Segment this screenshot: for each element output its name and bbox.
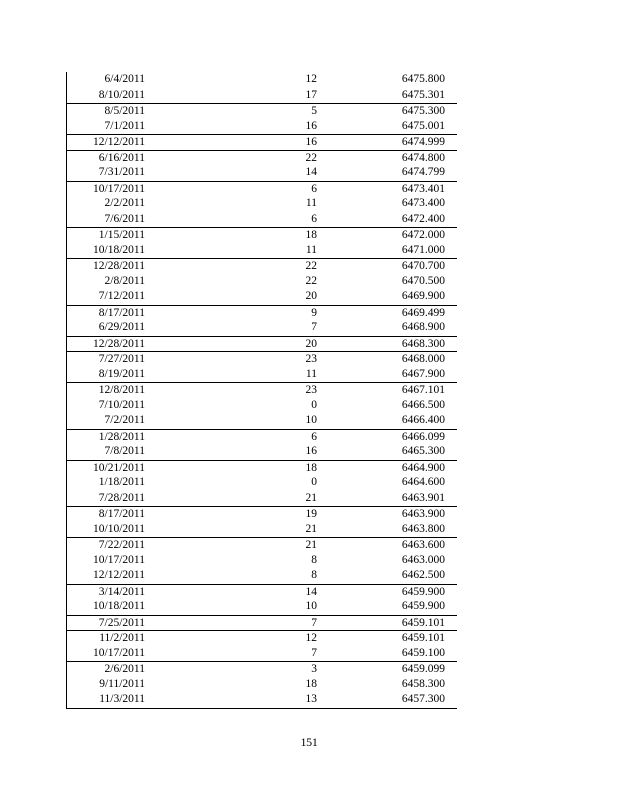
date-cell: 12/28/2011 [93, 260, 145, 272]
table-row [67, 615, 457, 631]
value-cell: 6457.300 [401, 693, 445, 705]
date-cell: 12/8/2011 [98, 384, 145, 396]
value-cell: 6468.300 [401, 337, 445, 350]
date-cell: 11/2/2011 [99, 632, 145, 644]
table-row [67, 444, 457, 460]
value-cell: 6459.900 [401, 585, 445, 598]
value-cell: 6466.400 [401, 414, 445, 426]
date-cell: 11/3/2011 [99, 693, 145, 705]
value-cell: 6466.500 [401, 398, 445, 411]
table-row [67, 274, 457, 290]
count-cell: 6 [311, 212, 317, 225]
date-cell: 1/15/2011 [98, 229, 145, 241]
table-row [67, 677, 457, 693]
date-cell: 6/29/2011 [98, 321, 145, 333]
value-cell: 6459.100 [401, 646, 445, 659]
table-row [67, 258, 457, 274]
date-cell: 7/31/2011 [98, 166, 145, 178]
count-cell: 3 [311, 663, 317, 675]
count-cell: 7 [311, 321, 317, 333]
value-cell: 6467.101 [401, 384, 445, 396]
date-cell: 12/12/2011 [93, 569, 145, 581]
value-cell: 6466.099 [401, 430, 445, 443]
table-row [67, 506, 457, 522]
date-cell: 10/10/2011 [93, 522, 145, 535]
count-cell: 6 [311, 430, 317, 443]
date-cell: 8/17/2011 [98, 306, 145, 319]
value-cell: 6464.600 [401, 476, 445, 488]
count-cell: 18 [305, 677, 317, 690]
date-cell: 7/1/2011 [104, 119, 145, 132]
value-cell: 6470.700 [401, 260, 445, 272]
value-cell: 6468.900 [401, 321, 445, 333]
count-cell: 11 [305, 367, 317, 380]
table-row [67, 460, 457, 476]
date-cell: 7/27/2011 [98, 353, 145, 365]
date-cell: 1/18/2011 [98, 476, 145, 488]
table-row [67, 367, 457, 383]
table-row [67, 661, 457, 677]
count-cell: 10 [305, 414, 317, 426]
date-cell: 7/2/2011 [104, 414, 145, 426]
value-cell: 6464.900 [401, 461, 445, 474]
table-row [67, 165, 457, 181]
date-cell: 10/17/2011 [93, 646, 145, 659]
value-cell: 6467.900 [401, 367, 445, 380]
value-cell: 6474.999 [401, 136, 445, 148]
date-cell: 10/17/2011 [93, 182, 145, 195]
date-cell: 7/25/2011 [98, 616, 145, 629]
value-cell: 6475.300 [401, 105, 445, 117]
table-row [67, 630, 457, 646]
table-row [67, 320, 457, 336]
date-cell: 10/18/2011 [93, 600, 145, 612]
count-cell: 8 [311, 569, 317, 581]
date-cell: 3/14/2011 [98, 585, 145, 598]
value-cell: 6475.301 [401, 88, 445, 101]
count-cell: 16 [305, 119, 317, 132]
table-row [67, 212, 457, 228]
table-row [67, 491, 457, 507]
count-cell: 5 [311, 105, 317, 117]
value-cell: 6459.900 [401, 600, 445, 612]
count-cell: 19 [305, 508, 317, 520]
table-row [67, 88, 457, 104]
date-cell: 6/4/2011 [104, 73, 145, 85]
table-row [67, 289, 457, 305]
count-cell: 18 [305, 461, 317, 474]
date-cell: 6/16/2011 [98, 151, 145, 164]
table-row [67, 522, 457, 538]
table-row [67, 692, 457, 709]
date-cell: 7/8/2011 [104, 445, 145, 457]
value-cell: 6474.799 [401, 166, 445, 178]
date-cell: 1/28/2011 [98, 430, 145, 443]
table-row [67, 413, 457, 429]
count-cell: 20 [305, 337, 317, 350]
value-cell: 6459.099 [401, 663, 445, 675]
count-cell: 21 [305, 539, 317, 551]
table-row [67, 72, 457, 88]
date-cell: 2/8/2011 [104, 274, 145, 287]
data-table [66, 72, 457, 709]
date-cell: 10/17/2011 [93, 553, 145, 566]
count-cell: 16 [305, 445, 317, 457]
date-cell: 8/17/2011 [98, 508, 145, 520]
date-cell: 10/18/2011 [93, 243, 145, 256]
count-cell: 22 [305, 151, 317, 164]
value-cell: 6463.800 [401, 522, 445, 535]
value-cell: 6475.001 [401, 119, 445, 132]
count-cell: 21 [305, 491, 317, 504]
value-cell: 6469.900 [401, 290, 445, 302]
count-cell: 14 [305, 585, 317, 598]
count-cell: 9 [311, 306, 317, 319]
count-cell: 11 [305, 197, 317, 209]
count-cell: 23 [305, 353, 317, 365]
table-row [67, 305, 457, 321]
value-cell: 6459.101 [401, 616, 445, 629]
value-cell: 6459.101 [401, 632, 445, 644]
count-cell: 20 [305, 290, 317, 302]
table-row [67, 475, 457, 491]
date-cell: 7/10/2011 [98, 398, 145, 411]
count-cell: 21 [305, 522, 317, 535]
table-row [67, 336, 457, 352]
value-cell: 6463.600 [401, 539, 445, 551]
value-cell: 6458.300 [401, 677, 445, 690]
value-cell: 6469.499 [401, 306, 445, 319]
count-cell: 23 [305, 384, 317, 396]
date-cell: 8/19/2011 [98, 367, 145, 380]
page-number: 151 [300, 735, 318, 749]
value-cell: 6475.800 [401, 73, 445, 85]
date-cell: 7/28/2011 [98, 491, 145, 504]
value-cell: 6468.000 [401, 353, 445, 365]
count-cell: 10 [305, 600, 317, 612]
table-row [67, 134, 457, 150]
count-cell: 7 [311, 616, 317, 629]
date-cell: 12/12/2011 [93, 136, 145, 148]
date-cell: 7/12/2011 [98, 290, 145, 302]
count-cell: 17 [305, 88, 317, 101]
count-cell: 0 [311, 476, 317, 488]
value-cell: 6473.401 [401, 182, 445, 195]
value-cell: 6470.500 [401, 274, 445, 287]
count-cell: 22 [305, 274, 317, 287]
date-cell: 7/6/2011 [104, 212, 145, 225]
count-cell: 7 [311, 646, 317, 659]
date-cell: 7/22/2011 [98, 539, 145, 551]
value-cell: 6471.000 [401, 243, 445, 256]
value-cell: 6465.300 [401, 445, 445, 457]
table-row [67, 227, 457, 243]
value-cell: 6463.000 [401, 553, 445, 566]
table-row [67, 119, 457, 135]
count-cell: 8 [311, 553, 317, 566]
value-cell: 6473.400 [401, 197, 445, 209]
table-row [67, 103, 457, 119]
date-cell: 2/2/2011 [104, 197, 145, 209]
count-cell: 12 [305, 632, 317, 644]
count-cell: 0 [311, 398, 317, 411]
value-cell: 6472.400 [401, 212, 445, 225]
date-cell: 8/5/2011 [104, 105, 145, 117]
value-cell: 6463.901 [401, 491, 445, 504]
table-row [67, 553, 457, 569]
table-row [67, 568, 457, 584]
table-row [67, 351, 457, 367]
date-cell: 8/10/2011 [98, 88, 145, 101]
table-row [67, 398, 457, 414]
count-cell: 14 [305, 166, 317, 178]
count-cell: 13 [305, 693, 317, 705]
table-row [67, 150, 457, 166]
table-row [67, 181, 457, 197]
table-row [67, 382, 457, 398]
table-row [67, 584, 457, 600]
count-cell: 6 [311, 182, 317, 195]
value-cell: 6472.000 [401, 229, 445, 241]
count-cell: 22 [305, 260, 317, 272]
table-row [67, 196, 457, 212]
count-cell: 12 [305, 73, 317, 85]
count-cell: 16 [305, 136, 317, 148]
count-cell: 18 [305, 229, 317, 241]
value-cell: 6474.800 [401, 151, 445, 164]
table-row [67, 599, 457, 615]
value-cell: 6463.900 [401, 508, 445, 520]
date-cell: 12/28/2011 [93, 337, 145, 350]
table-row [67, 243, 457, 259]
count-cell: 11 [305, 243, 317, 256]
date-cell: 2/6/2011 [104, 663, 145, 675]
table-row [67, 646, 457, 662]
date-cell: 10/21/2011 [93, 461, 145, 474]
table-row [67, 429, 457, 445]
table-row [67, 537, 457, 553]
date-cell: 9/11/2011 [99, 677, 145, 690]
value-cell: 6462.500 [401, 569, 445, 581]
